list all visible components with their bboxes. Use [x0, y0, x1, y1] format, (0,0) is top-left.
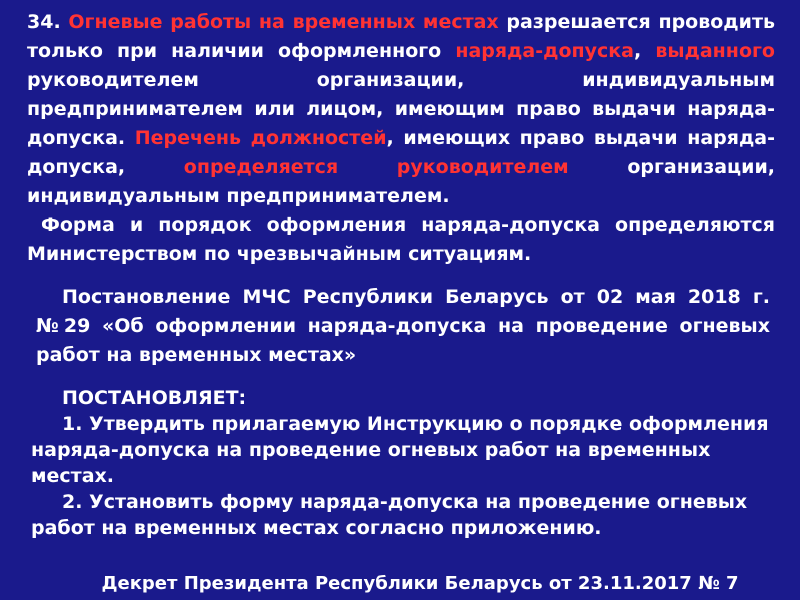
footer-text: Декрет Президента Республики Беларусь от 23.11.2017 № 7 [101, 573, 739, 594]
text-segment: руководителем организации, индивидуальным предпринимателем или лицом, имеющим право выдачи наряда-допуска. [27, 69, 775, 149]
article-number: 34. [27, 11, 69, 33]
text-segment: , имеющих право выдачи наряда-допуска, [27, 127, 775, 178]
decree-heading: ПОСТАНОВЛЯЕТ: [62, 387, 247, 409]
article-34-block [27, 8, 775, 269]
highlight-issued: выданного [655, 40, 775, 62]
article-34-paragraph [27, 8, 775, 211]
decree-block [31, 385, 773, 541]
text-segment: , [634, 40, 656, 62]
text-segment: организации, индивидуальным предпринимателем. [27, 156, 775, 207]
resolution-citation [36, 283, 770, 370]
form-order-paragraph: Форма и порядок оформления наряда-допуска определяются Министерством по чрезвычайным ситуациям. [27, 214, 775, 265]
resolution-text: Постановление МЧС Республики Беларусь от 02 мая 2018 г. №29 «Об оформлении наряда-допуска на проведение огневых работ на временных местах» [36, 286, 770, 366]
text-segment: разрешается проводить только при наличии оформленного [27, 11, 775, 62]
highlight-determined: определяется [183, 156, 339, 178]
highlight-work-permit: наряда-допуска [455, 40, 635, 62]
footer-citation [0, 572, 800, 596]
text-segment [338, 156, 397, 178]
decree-item-2: 2. Установить форму наряда-допуска на проведение огневых работ на временных местах согласно приложению. [31, 491, 748, 539]
highlight-list-of-positions: Перечень должностей [134, 127, 387, 149]
highlight-head: руководителем [396, 156, 569, 178]
highlight-fire-works: Огневые работы на временных местах [68, 11, 499, 33]
decree-item-1: 1. Утвердить прилагаемую Инструкцию о порядке оформления наряда-допуска на проведение огневых работ на временных местах. [31, 413, 769, 487]
